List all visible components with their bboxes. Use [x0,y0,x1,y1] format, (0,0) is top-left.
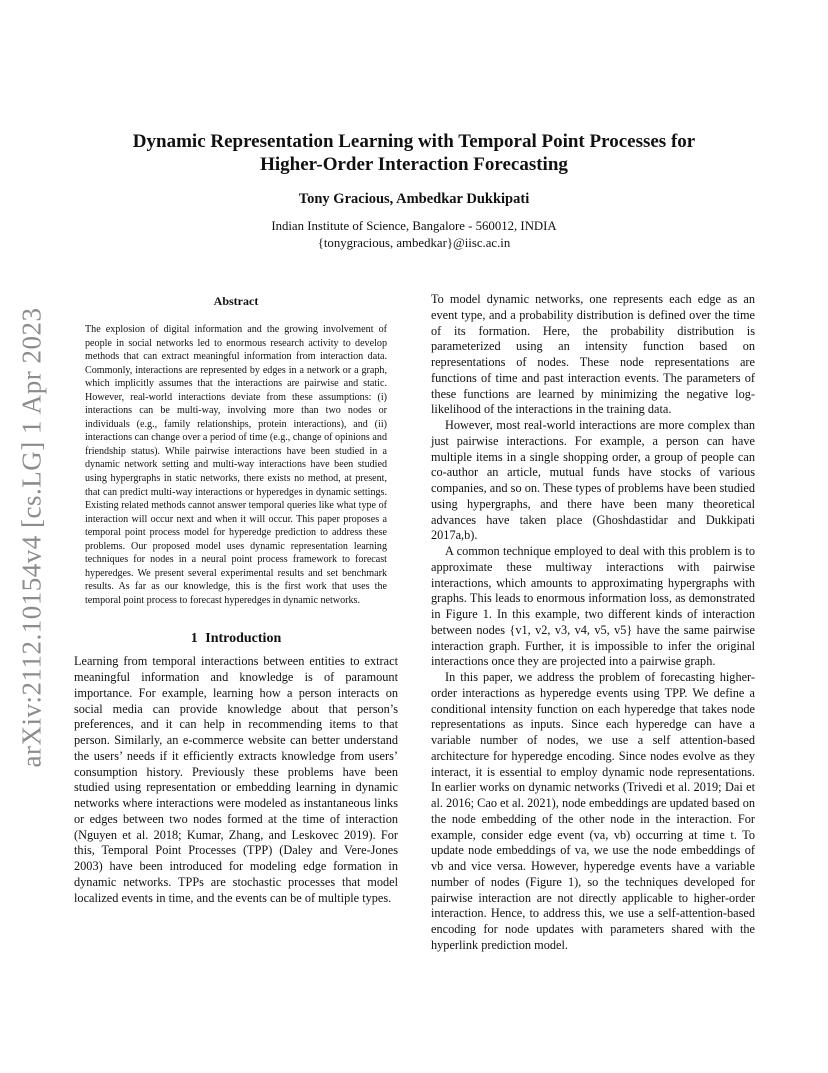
paper-authors: Tony Gracious, Ambedkar Dukkipati [298,191,530,207]
arxiv-identifier-text: arXiv:2112.10154v4 [cs.LG] 1 Apr 2023 [16,307,47,767]
author-emails: {tonygracious, ambedkar}@iisc.ac.in [317,236,511,250]
author-affiliation-block [60,218,768,252]
arxiv-identifier-stamp [12,1,52,1073]
introduction-paragraph-4: A common technique employed to deal with this problem is to approximate these multiway interactions with pairwise interactions, which amounts to approximating hypergraphs with graphs. This leads to enormous information loss, as demonstrated in Figure 1. In this example, two different kinds of interaction between nodes {v1, v2, v3, v4, v5, v5} have the same pairwise interaction graph. Further, it is impossible to infer the original interactions once they are projected into a pairwise graph. [431,544,755,669]
section-heading-introduction: 1 Introduction [190,631,282,647]
left-column [74,292,398,906]
paper-header [60,130,768,252]
paper-title-line-1: Dynamic Representation Learning with Temporal Point Processes for [132,131,696,152]
abstract-heading: Abstract [213,294,259,308]
paper-title [60,130,768,176]
abstract-text: The explosion of digital information and the growing involvement of people in social networks led to enormous research activity to develop methods that can extract meaningful information from interaction data. Commonly, interactions are represented by edges in a network or a graph, which implicitly assumes that the interactions are pairwise and static. However, real-world interactions deviate from these assumptions: (i) interactions can be multi-way, involving more than two nodes or individuals (e.g., family relationships, protein interactions), and (ii) interactions can change over a period of time (e.g., change of opinions and friendship status). While pairwise interactions have been studied in a dynamic network setting and multi-way interactions have been studied using hypergraphs in static networks, there exists no method, at present, that can predict multi-way interactions or hyperedges in dynamic settings. Existing related methods cannot answer temporal queries like what type of interaction will occur next and when it will occur. This paper proposes a temporal point process model for hyperedge prediction to address these problems. Our proposed model uses dynamic representation learning techniques for nodes in a neural point process framework to forecast hyperedges. We present several experimental results and set benchmark results. As far as our knowledge, this is the first work that uses the temporal point process to forecast hyperedges in dynamic networks. [85,324,387,606]
paper-title-line-2: Higher-Order Interaction Forecasting [260,154,568,175]
introduction-paragraph-5: In this paper, we address the problem of forecasting higher-order interactions as hyperedge events using TPP. We define a conditional intensity function on each hyperedge that takes node representations as inputs. Since each hyperedge can have a variable number of nodes, we use a self attention-based architecture for hyperedge encoding. Since nodes evolve as they interact, it is essential to employ dynamic node representations. In earlier works on dynamic networks (Trivedi et al. 2019; Dai et al. 2016; Cao et al. 2021), node embeddings are updated based on the node embedding of the other node in the interaction. For example, consider edge event (va, vb) occurring at time t. To update node embeddings of va, we use the node embeddings of vb and vice versa. However, hyperedge events have a variable number of nodes (Figure 1), so the techniques developed for pairwise interaction are not directly applicable to higher-order interaction. Hence, to address this, we use a self-attention-based encoding for node updates with parameters shared with the hyperlink prediction model. [431,670,755,952]
introduction-paragraph-1: Learning from temporal interactions between entities to extract meaningful information and knowledge is of paramount importance. For example, learning how a person interacts on social media can provide knowledge about that person’s preferences, and it can help in recommending items to that person. Similarly, an e-commerce website can better understand the users’ needs if it efficiently extracts knowledge from users’ consumption history. Previously these problems have been studied using representation or embedding learning in dynamic networks where interactions were modeled as instantaneous links or edges between two nodes formed at the time of interaction (Nguyen et al. 2018; Kumar, Zhang, and Leskovec 2019). For this, Temporal Point Processes (TPP) (Daley and Vere-Jones 2003) have been introduced for modeling edge formation in dynamic networks. TPPs are stochastic processes that model localized events in time, and the events can be of multiple types. [74,654,398,905]
right-column [431,292,755,954]
introduction-paragraph-3: However, most real-world interactions are more complex than just pairwise interactions. For example, a person can have multiple items in a single shopping order, a group of people can co-author an article, mutual funds have stocks of various companies, and so on. These types of problems have been studied using hypergraphs, and there have been many theoretical advances have taken place (Ghoshdastidar and Dukkipati 2017a,b). [431,418,755,543]
affiliation: Indian Institute of Science, Bangalore - 560012, INDIA [271,219,557,233]
introduction-paragraph-2: To model dynamic networks, one represents each edge as an event type, and a probability distribution is defined over the time of its formation. Here, the probability distribution is parameterized using an intensity function based on representations of nodes. These node representations are functions of time and past interaction events. The parameters of these functions are learned by minimizing the negative log-likelihood of the interactions in the training data. [431,292,755,417]
